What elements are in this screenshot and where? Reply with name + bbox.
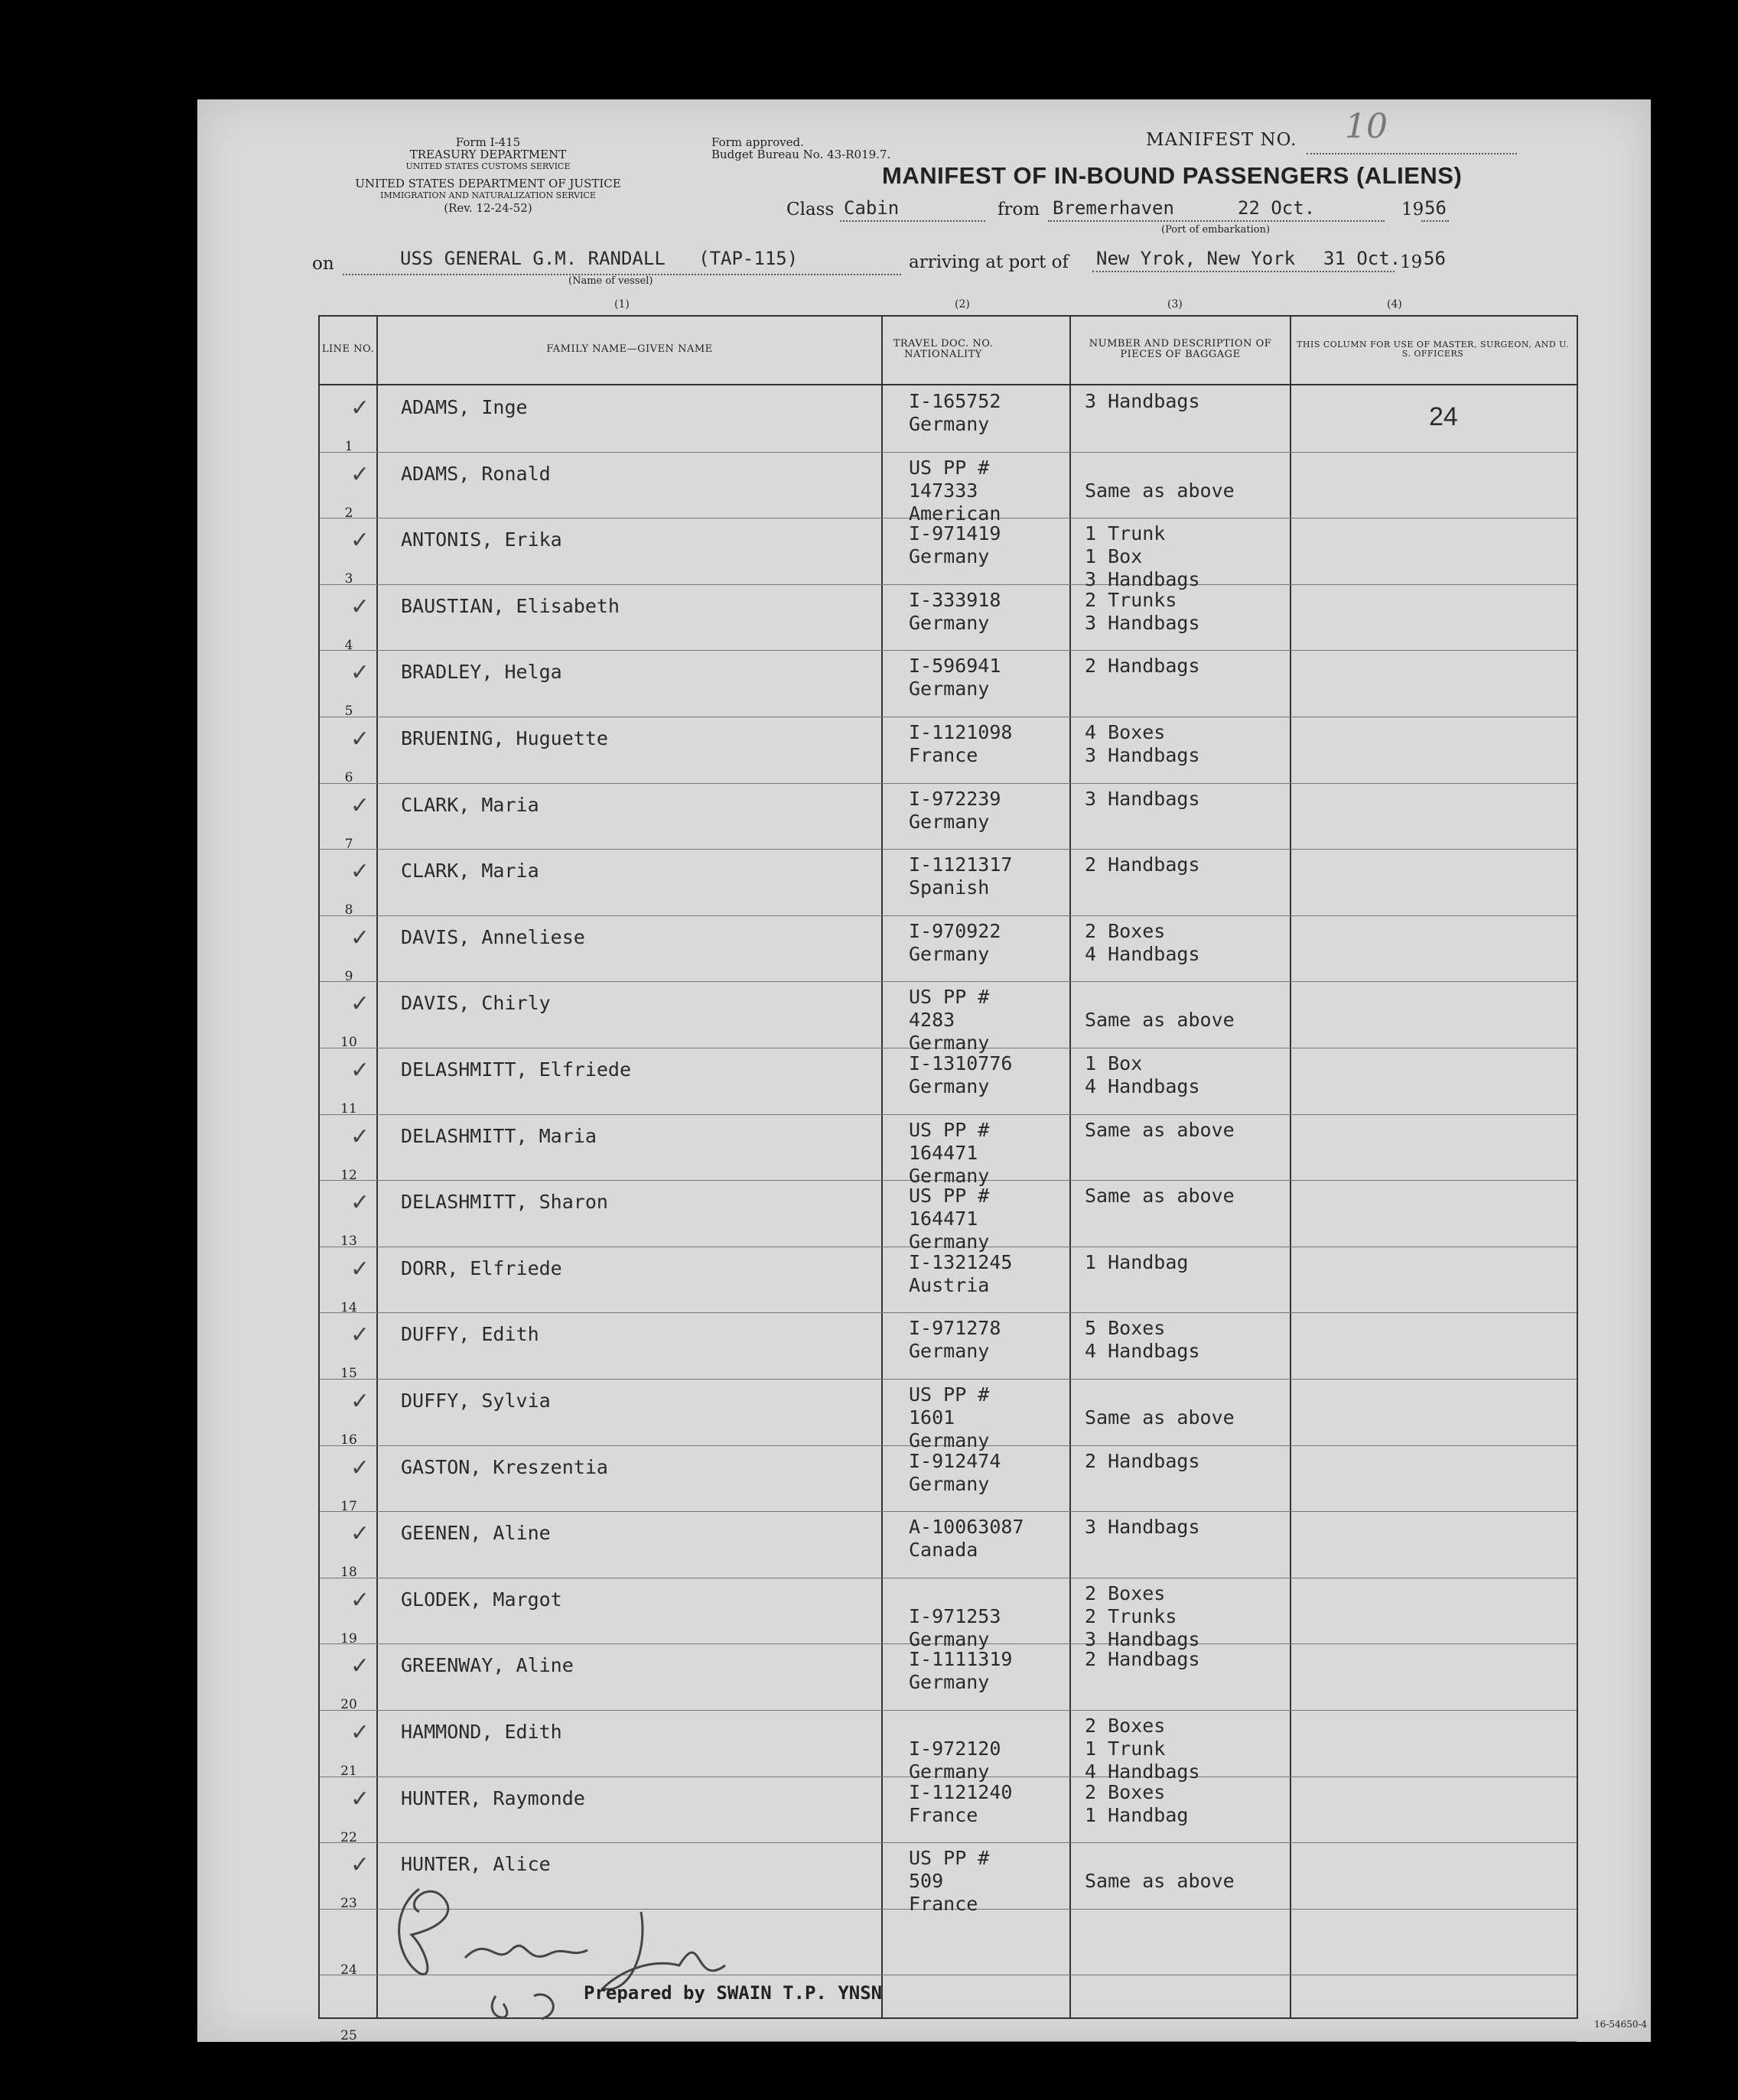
checkmark-icon: ✓ [350,792,370,819]
line-number: 2 [344,505,353,521]
checkmark-icon: ✓ [350,1321,370,1349]
baggage-description: 2 Handbags [1085,655,1200,678]
baggage-description: Same as above [1085,1870,1235,1893]
passenger-name: HUNTER, Alice [401,1853,551,1876]
passenger-name: GEENEN, Aline [401,1522,551,1545]
header-line-no: LINE NO. [321,343,375,355]
travel-doc-nationality: I-912474 Germany [909,1449,1001,1495]
travel-doc-nationality: I-970922 Germany [909,919,1001,965]
baggage-description: 2 Boxes 2 Trunks 3 Handbags [1085,1582,1200,1650]
table-row [320,1777,1577,1844]
table-row [320,1710,1577,1783]
table-row [320,981,1577,1055]
travel-doc-nationality: US PP # 164471 Germany [909,1185,990,1253]
manifest-title: MANIFEST OF IN-BOUND PASSENGERS (ALIENS) [882,162,1463,189]
customs-line: UNITED STATES CUSTOMS SERVICE [405,161,571,171]
form-id: Form I-415 [455,135,521,149]
line-number: 24 [340,1962,357,1978]
passenger-name: CLARK, Maria [401,793,539,816]
line-number: 6 [344,770,353,785]
arrival-date: 31 Oct. [1323,248,1401,269]
passenger-table [318,315,1578,2044]
table-row [320,1114,1577,1187]
line-number: 21 [340,1764,357,1779]
baggage-description: Same as above [1085,1118,1235,1141]
passenger-name: ADAMS, Ronald [401,462,551,485]
manifest-no-value: 10 [1345,107,1388,146]
class-value: Cabin [844,197,900,219]
table-row [320,1379,1577,1451]
travel-doc-nationality: I-1121098 France [909,721,1013,766]
table-row [320,1511,1577,1581]
baggage-description: 3 Handbags [1085,390,1200,412]
checkmark-icon: ✓ [350,1454,370,1481]
officer-note: 24 [1429,402,1458,431]
line-number: 22 [340,1829,357,1845]
line-number: 11 [340,1101,357,1117]
line-number: 3 [344,571,353,587]
checkmark-icon: ✓ [350,659,370,687]
revision-line: (Rev. 12-24-52) [444,201,532,215]
baggage-description: Same as above [1085,1009,1235,1032]
baggage-description: 1 Box 4 Handbags [1085,1052,1200,1097]
checkmark-icon: ✓ [350,1123,370,1150]
line-number: 9 [344,968,353,984]
line-number: 18 [340,1565,357,1581]
travel-doc-nationality: I-971419 Germany [909,522,1001,568]
arrival-year-suffix: 56 [1424,248,1446,269]
travel-doc-nationality: I-1121240 France [909,1780,1013,1826]
baggage-description: 2 Handbags [1085,1449,1200,1472]
table-row [320,1247,1577,1314]
class-label: Class [786,200,835,219]
approval-line: Form approved. [711,135,804,149]
passenger-name: GASTON, Kreszentia [401,1455,608,1478]
line-number: 20 [340,1697,357,1713]
checkmark-icon: ✓ [350,1057,370,1084]
approval-block [711,136,890,161]
checkmark-icon: ✓ [350,726,370,753]
agency-header [312,136,664,214]
table-row [320,650,1577,720]
line-number: 13 [340,1234,357,1250]
checkmark-icon: ✓ [350,1785,370,1812]
arrival-port: New Yrok, New York [1096,248,1296,269]
checkmark-icon: ✓ [350,1255,370,1282]
baggage-description: 2 Handbags [1085,853,1200,876]
travel-doc-nationality: I-972120 Germany [909,1738,1001,1783]
line-number: 17 [340,1498,357,1514]
checkmark-icon: ✓ [350,1520,370,1548]
vessel-caption: (Name of vessel) [568,275,653,287]
travel-doc-nationality: I-165752 Germany [909,390,1001,435]
checkmark-icon: ✓ [350,527,370,554]
baggage-description: 2 Trunks 3 Handbags [1085,588,1200,634]
line-number: 4 [344,637,353,653]
colnum-1: (1) [614,298,630,310]
passenger-name: ADAMS, Inge [401,396,528,418]
table-row [320,1578,1577,1650]
header-baggage: NUMBER AND DESCRIPTION OF PIECES OF BAGGAGE [1089,338,1272,360]
passenger-name: HUNTER, Raymonde [401,1786,585,1809]
manifest-no-label: MANIFEST NO. [1146,130,1297,150]
table-row [320,1180,1577,1253]
year-underline [1421,220,1449,222]
line-number: 23 [340,1896,357,1912]
table-row [320,783,1577,850]
checkmark-icon: ✓ [350,1851,370,1879]
line-number: 14 [340,1299,357,1315]
passenger-name: DUFFY, Sylvia [401,1390,551,1412]
passenger-name: GLODEK, Margot [401,1588,562,1611]
baggage-description: Same as above [1085,479,1235,502]
on-label: on [312,254,334,274]
checkmark-icon: ✓ [350,924,370,951]
checkmark-icon: ✓ [350,593,370,620]
passenger-name: BRUENING, Huguette [401,727,608,749]
treasury-line: TREASURY DEPARTMENT [409,148,567,161]
justice-line: UNITED STATES DEPARTMENT OF JUSTICE [355,177,621,190]
arrival-year-prefix: 19 [1400,252,1423,272]
passenger-name: ANTONIS, Erika [401,528,562,551]
travel-doc-nationality: A-10063087 Canada [909,1516,1024,1562]
header-officers: THIS COLUMN FOR USE OF MASTER, SURGEON, AND U. S. OFFICERS [1297,340,1569,359]
line-number: 5 [344,704,353,720]
travel-doc-nationality: I-596941 Germany [909,655,1001,701]
travel-doc-nationality: US PP # 4283 Germany [909,986,990,1055]
line-number: 19 [340,1630,357,1647]
table-row [320,385,1577,453]
handwritten-signature [373,1866,848,2050]
line-number: 25 [340,2028,357,2044]
checkmark-icon: ✓ [350,858,370,886]
line-number: 10 [340,1035,357,1051]
arriving-label: arriving at port of [909,252,1069,272]
line-number: 16 [340,1432,357,1448]
checkmark-icon: ✓ [350,1388,370,1415]
passenger-name: DAVIS, Chirly [401,992,551,1015]
passenger-name: BAUSTIAN, Elisabeth [401,594,620,617]
line-number: 15 [340,1366,357,1382]
from-label: from [998,200,1040,219]
travel-doc-nationality: I-1310776 Germany [909,1052,1013,1097]
passenger-name: CLARK, Maria [401,860,539,883]
table-row [320,1643,1577,1711]
travel-doc-nationality: I-971253 Germany [909,1604,1001,1650]
baggage-description: 2 Handbags [1085,1648,1200,1671]
departure-date: 22 Oct. [1238,197,1316,219]
checkmark-icon: ✓ [350,1653,370,1680]
prepared-by: Prepared by SWAIN T.P. YNSN [584,1982,883,2004]
checkmark-icon: ✓ [350,1719,370,1746]
colnum-2: (2) [955,298,970,310]
baggage-description: 2 Boxes 1 Trunk 4 Handbags [1085,1715,1200,1783]
table-row [320,584,1577,652]
passenger-name: GREENWAY, Aline [401,1654,574,1677]
checkmark-icon: ✓ [350,395,370,421]
baggage-description: 3 Handbags [1085,1516,1200,1539]
baggage-description: 2 Boxes 4 Handbags [1085,919,1200,965]
header-name: FAMILY NAME—GIVEN NAME [546,343,713,355]
manifest-no-underline [1307,153,1517,154]
travel-doc-nationality: I-972239 Germany [909,787,1001,833]
table-row [320,518,1577,591]
from-underline [1048,220,1385,222]
table-row [320,1445,1577,1513]
baggage-description: 2 Boxes 1 Handbag [1085,1780,1189,1826]
colnum-3: (3) [1167,298,1183,310]
form-number: 16-54650-4 [1594,2019,1648,2030]
arrival-underline [1092,271,1395,272]
class-underline [840,220,985,222]
header-travel-doc: TRAVEL DOC. NO. NATIONALITY [893,338,994,360]
colnum-4: (4) [1387,298,1402,310]
line-number: 7 [344,836,353,852]
baggage-description: 4 Boxes 3 Handbags [1085,721,1200,766]
passenger-name: DELASHMITT, Elfriede [401,1058,632,1081]
table-row [320,1048,1577,1115]
budget-bureau-line: Budget Bureau No. 43-R019.7. [711,148,891,161]
line-number: 12 [340,1167,357,1183]
passenger-name: DUFFY, Edith [401,1323,539,1346]
vessel-name: USS GENERAL G.M. RANDALL (TAP-115) [400,248,799,269]
baggage-description: 5 Boxes 4 Handbags [1085,1317,1200,1363]
travel-doc-nationality: I-1321245 Austria [909,1250,1013,1296]
departure-year-prefix: 19 [1401,200,1424,219]
port-of-embarkation: Bremerhaven [1053,197,1174,219]
passenger-name: DELASHMITT, Sharon [401,1191,608,1214]
baggage-description: 1 Trunk 1 Box 3 Handbags [1085,522,1200,591]
travel-doc-nationality: US PP # 164471 Germany [909,1118,990,1187]
line-number: 8 [344,902,353,918]
table-row [320,717,1577,784]
passenger-name: BRADLEY, Helga [401,661,562,684]
table-row [320,915,1577,983]
passenger-name: DAVIS, Anneliese [401,925,585,948]
travel-doc-nationality: I-1121317 Spanish [909,853,1013,899]
travel-doc-nationality: US PP # 509 France [909,1847,990,1916]
travel-doc-nationality: US PP # 1601 Germany [909,1383,990,1451]
travel-doc-nationality: US PP # 147333 American [909,456,1001,525]
line-number: 1 [344,439,353,454]
travel-doc-nationality: I-971278 Germany [909,1317,1001,1363]
baggage-description: 3 Handbags [1085,787,1200,810]
passenger-name: HAMMOND, Edith [401,1721,562,1743]
baggage-description: Same as above [1085,1406,1235,1429]
table-row [320,452,1577,525]
travel-doc-nationality: I-1111319 Germany [909,1648,1013,1694]
checkmark-icon: ✓ [350,990,370,1018]
checkmark-icon: ✓ [350,1189,370,1217]
table-row [320,1312,1577,1380]
baggage-description: Same as above [1085,1185,1235,1208]
ins-line: IMMIGRATION AND NATURALIZATION SERVICE [380,190,596,200]
passenger-name: DORR, Elfriede [401,1256,562,1279]
baggage-description: 1 Handbag [1085,1250,1189,1273]
table-row [320,849,1577,916]
manifest-page [197,99,1651,2042]
checkmark-icon: ✓ [350,1586,370,1614]
departure-year-suffix: 56 [1424,197,1447,219]
passenger-name: DELASHMITT, Maria [401,1124,597,1147]
travel-doc-nationality: I-333918 Germany [909,588,1001,634]
checkmark-icon: ✓ [350,460,370,488]
port-caption: (Port of embarkation) [1161,224,1271,236]
